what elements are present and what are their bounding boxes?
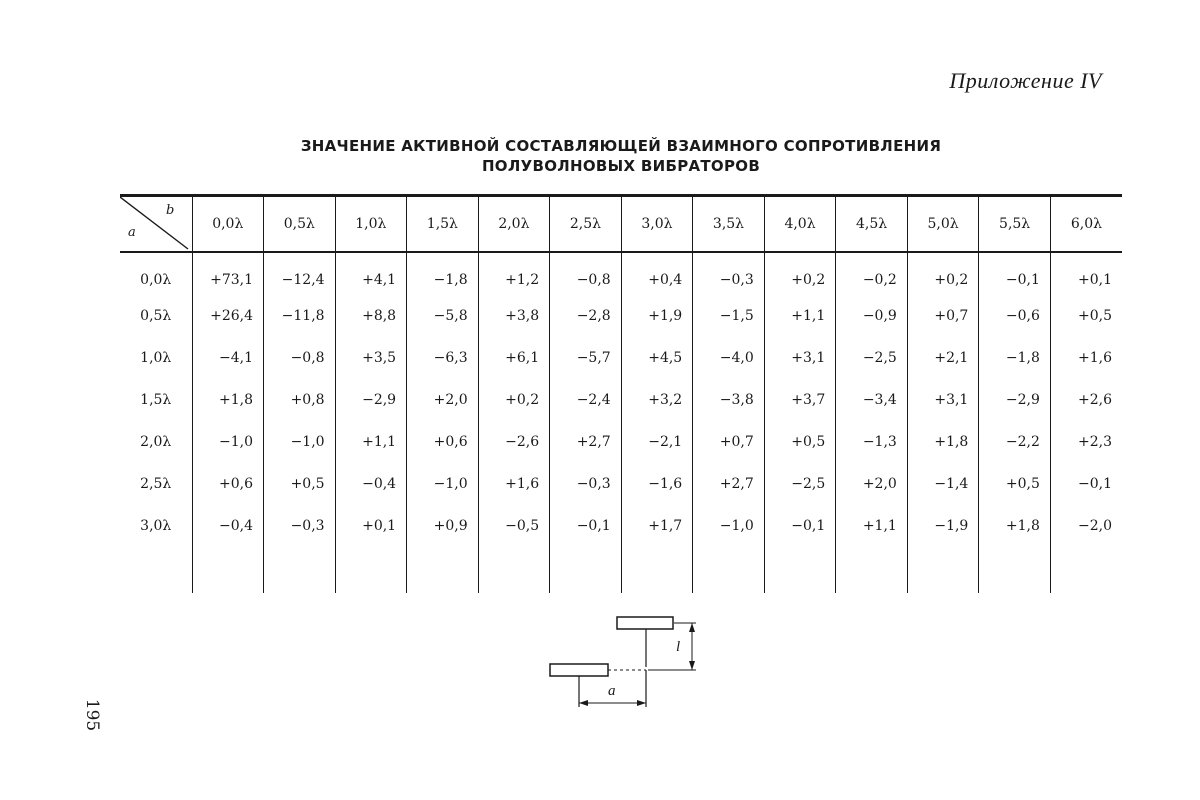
table-cell: +1,7 [621,505,693,547]
table-cell: −1,0 [264,421,336,463]
table-cell: −3,4 [836,379,908,421]
column-header: 6,0λ [1050,196,1122,253]
table-title-line-2: ПОЛУВОЛНОВЫХ ВИБРАТОРОВ [481,157,761,175]
corner-diagonal [120,197,192,251]
table-cell: −1,0 [407,463,479,505]
column-header: 1,5λ [407,196,479,253]
table-cell: +1,8 [192,379,264,421]
row-label: 2,0λ [140,434,172,450]
diagram-label-l: l [676,639,681,655]
table-cell: −2,5 [764,463,836,505]
table-row [120,295,1122,337]
table-cell: +2,0 [836,463,908,505]
table-cell: −2,4 [550,379,622,421]
table-cell: −3,8 [693,379,765,421]
column-header: 3,0λ [621,196,693,253]
mutual-resistance-table [120,194,1122,593]
column-header: 3,5λ [693,196,765,253]
table-row [120,463,1122,505]
table-cell: +1,1 [836,505,908,547]
empty-cell [764,547,836,593]
table-cell: +3,7 [764,379,836,421]
page-number: 195 [82,698,103,732]
table-cell: +0,2 [478,379,550,421]
row-label: 0,5λ [140,308,172,324]
table-cell: +2,6 [1050,379,1122,421]
table-row [120,505,1122,547]
empty-cell [907,547,979,593]
table-cell: −1,3 [836,421,908,463]
column-header: 2,0λ [478,196,550,253]
table-tail-row [120,547,1122,593]
table-cell: +6,1 [478,337,550,379]
column-header: 2,5λ [550,196,622,253]
diagram-label-a: a [608,683,616,699]
column-header: 4,5λ [836,196,908,253]
table-header-row [120,196,1122,253]
empty-cell [120,547,192,593]
table-cell: −2,5 [836,337,908,379]
table-cell: −0,5 [478,505,550,547]
table-cell: +26,4 [192,295,264,337]
table-cell: +2,0 [407,379,479,421]
table-cell: −2,9 [979,379,1051,421]
vibrator-drawing [540,605,710,715]
table-cell: −4,0 [693,337,765,379]
table-cell: +1,1 [335,421,407,463]
empty-cell [621,547,693,593]
table-cell: −1,6 [621,463,693,505]
empty-cell [979,547,1051,593]
table-cell: +0,1 [1050,252,1122,295]
table-cell: +2,7 [550,421,622,463]
table-cell: +0,9 [407,505,479,547]
table-cell: −1,8 [979,337,1051,379]
table-cell: +0,7 [907,295,979,337]
table-cell: −5,8 [407,295,479,337]
table-cell: −11,8 [264,295,336,337]
empty-cell [550,547,622,593]
corner-cell [120,196,192,253]
table-cell: −2,9 [335,379,407,421]
table-cell: +0,2 [907,252,979,295]
row-label: 1,5λ [140,392,172,408]
table-cell: −1,0 [693,505,765,547]
empty-cell [1050,547,1122,593]
table-cell: +0,2 [764,252,836,295]
empty-cell [264,547,336,593]
table-cell: −2,1 [621,421,693,463]
table-cell: +2,1 [907,337,979,379]
empty-cell [407,547,479,593]
table-cell: −1,4 [907,463,979,505]
corner-col-label: b [166,203,175,218]
table-cell: −2,2 [979,421,1051,463]
table-cell: −0,3 [264,505,336,547]
table-cell: −2,0 [1050,505,1122,547]
table-cell: −0,2 [836,252,908,295]
table-cell: +3,5 [335,337,407,379]
table-cell: −0,8 [550,252,622,295]
table-cell: +1,8 [907,421,979,463]
table-cell: −0,1 [1050,463,1122,505]
table-cell: −0,1 [550,505,622,547]
row-label: 1,0λ [140,350,172,366]
table-cell: +73,1 [192,252,264,295]
table-cell: −12,4 [264,252,336,295]
table-cell: +0,6 [192,463,264,505]
table-cell: −1,9 [907,505,979,547]
table-cell: −1,5 [693,295,765,337]
table-cell: −2,6 [478,421,550,463]
column-header: 0,5λ [264,196,336,253]
table-cell: −0,4 [335,463,407,505]
table-cell: +1,6 [478,463,550,505]
empty-cell [836,547,908,593]
row-label: 0,0λ [140,272,172,288]
table-cell: +1,2 [478,252,550,295]
table-body [120,252,1122,593]
row-label: 3,0λ [140,518,172,534]
column-header: 0,0λ [192,196,264,253]
table-row [120,421,1122,463]
table-cell: +0,5 [1050,295,1122,337]
table-cell: −4,1 [192,337,264,379]
column-header: 5,5λ [979,196,1051,253]
corner-row-label: a [128,225,136,240]
table-cell: −0,6 [979,295,1051,337]
table-row [120,379,1122,421]
table-cell: +2,3 [1050,421,1122,463]
table-cell: +1,9 [621,295,693,337]
empty-cell [478,547,550,593]
table-cell: +2,7 [693,463,765,505]
table-cell: −1,0 [192,421,264,463]
column-header: 4,0λ [764,196,836,253]
table-cell: −1,8 [407,252,479,295]
table-cell: +4,1 [335,252,407,295]
table-cell: +0,4 [621,252,693,295]
table-cell: −0,9 [836,295,908,337]
table-cell: −2,8 [550,295,622,337]
vibrator-diagram [540,605,710,719]
table-cell: +0,1 [335,505,407,547]
table-row [120,337,1122,379]
table-cell: −0,3 [693,252,765,295]
appendix-label: Приложение IV [949,68,1102,93]
empty-cell [335,547,407,593]
table-cell: +0,5 [264,463,336,505]
table-cell: +0,8 [264,379,336,421]
table-cell: +0,5 [764,421,836,463]
row-label: 2,5λ [140,476,172,492]
empty-cell [693,547,765,593]
table-cell: +4,5 [621,337,693,379]
table-cell: −0,4 [192,505,264,547]
table-cell: +1,1 [764,295,836,337]
table-cell: +0,7 [693,421,765,463]
table-cell: −0,3 [550,463,622,505]
table-cell: +3,2 [621,379,693,421]
table-cell: +3,1 [764,337,836,379]
table-cell: +3,8 [478,295,550,337]
table-cell: −0,8 [264,337,336,379]
table-cell: −0,1 [979,252,1051,295]
table-cell: +3,1 [907,379,979,421]
table-title-line-1: ЗНАЧЕНИЕ АКТИВНОЙ СОСТАВЛЯЮЩЕЙ ВЗАИМНОГО СОПРОТИВЛЕНИЯ [300,137,942,155]
table-cell: −5,7 [550,337,622,379]
table-cell: +1,8 [979,505,1051,547]
table-cell: +8,8 [335,295,407,337]
table-cell: +0,5 [979,463,1051,505]
column-header: 1,0λ [335,196,407,253]
empty-cell [192,547,264,593]
table-cell: +1,6 [1050,337,1122,379]
column-header: 5,0λ [907,196,979,253]
table-cell: +0,6 [407,421,479,463]
table-cell: −6,3 [407,337,479,379]
table-row [120,252,1122,295]
table-cell: −0,1 [764,505,836,547]
